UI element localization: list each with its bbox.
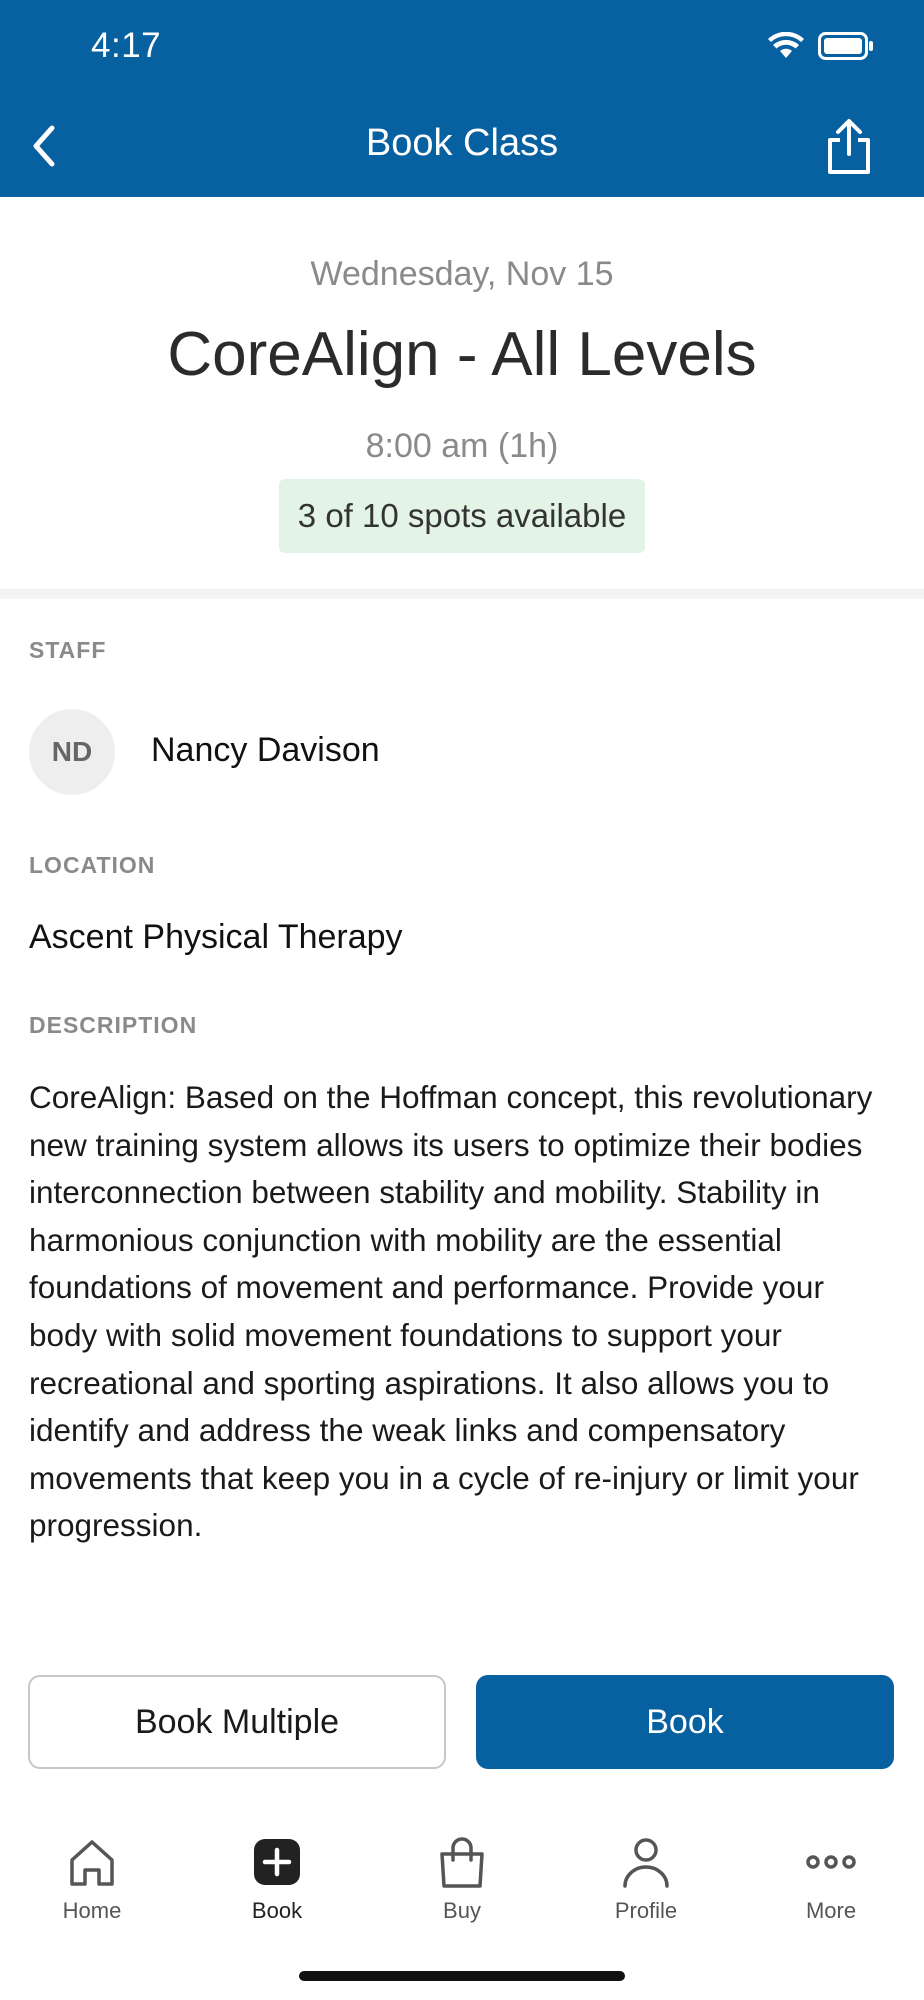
tab-buy[interactable]: [392, 1820, 532, 1924]
class-summary: [0, 197, 924, 589]
page-title: Book Class: [365, 122, 559, 164]
status-icons: [768, 32, 874, 60]
staff-section-label: STAFF: [29, 637, 107, 663]
status-time: 4:17: [91, 26, 162, 65]
tab-buy-label: Buy: [443, 1898, 481, 1923]
class-description: CoreAlign: Based on the Hoffman concept, this revolutionary new training system allows its users to optimize their bodies interconnection between stability and mobility. Stability in harmonious conjunction with mobility are the essential foundations of movement and performance. Provide your body with solid movement foundations to support your recreational and sporting aspirations. It also allows you to identify and address the weak links and compensatory movements that keep you in a cycle of re-injury or limit your progression.: [29, 1079, 873, 1544]
wifi-icon: [768, 32, 804, 60]
class-time: 8:00 am (1h): [365, 427, 559, 465]
location-section-label: LOCATION: [29, 852, 156, 878]
book-button[interactable]: Book: [476, 1675, 894, 1769]
tab-home[interactable]: [22, 1820, 162, 1924]
tab-profile-label: Profile: [614, 1898, 678, 1923]
app-header: [0, 0, 924, 197]
tab-book[interactable]: [207, 1820, 347, 1924]
shopping-bag-icon: [434, 1834, 490, 1890]
tab-home-label: Home: [62, 1898, 122, 1923]
class-date: Wednesday, Nov 15: [310, 255, 614, 293]
tab-book-label: Book: [251, 1898, 303, 1923]
plus-square-icon: [249, 1834, 305, 1890]
tab-more[interactable]: [761, 1820, 901, 1924]
book-multiple-button[interactable]: Book Multiple: [28, 1675, 446, 1769]
tab-profile[interactable]: [576, 1820, 716, 1924]
battery-icon: [818, 32, 874, 60]
more-dots-icon: [803, 1834, 859, 1890]
tab-more-label: More: [805, 1898, 857, 1923]
home-indicator[interactable]: [299, 1971, 625, 1981]
spots-available-badge: 3 of 10 spots available: [279, 479, 645, 553]
section-divider: [0, 589, 924, 599]
class-title: CoreAlign - All Levels: [167, 320, 757, 389]
staff-name[interactable]: Nancy Davison: [151, 731, 380, 769]
person-icon: [618, 1834, 674, 1890]
avatar[interactable]: ND: [29, 709, 115, 795]
home-icon: [64, 1834, 120, 1890]
location-name[interactable]: Ascent Physical Therapy: [29, 918, 403, 956]
share-icon[interactable]: [824, 118, 874, 176]
description-section-label: DESCRIPTION: [29, 1012, 198, 1038]
